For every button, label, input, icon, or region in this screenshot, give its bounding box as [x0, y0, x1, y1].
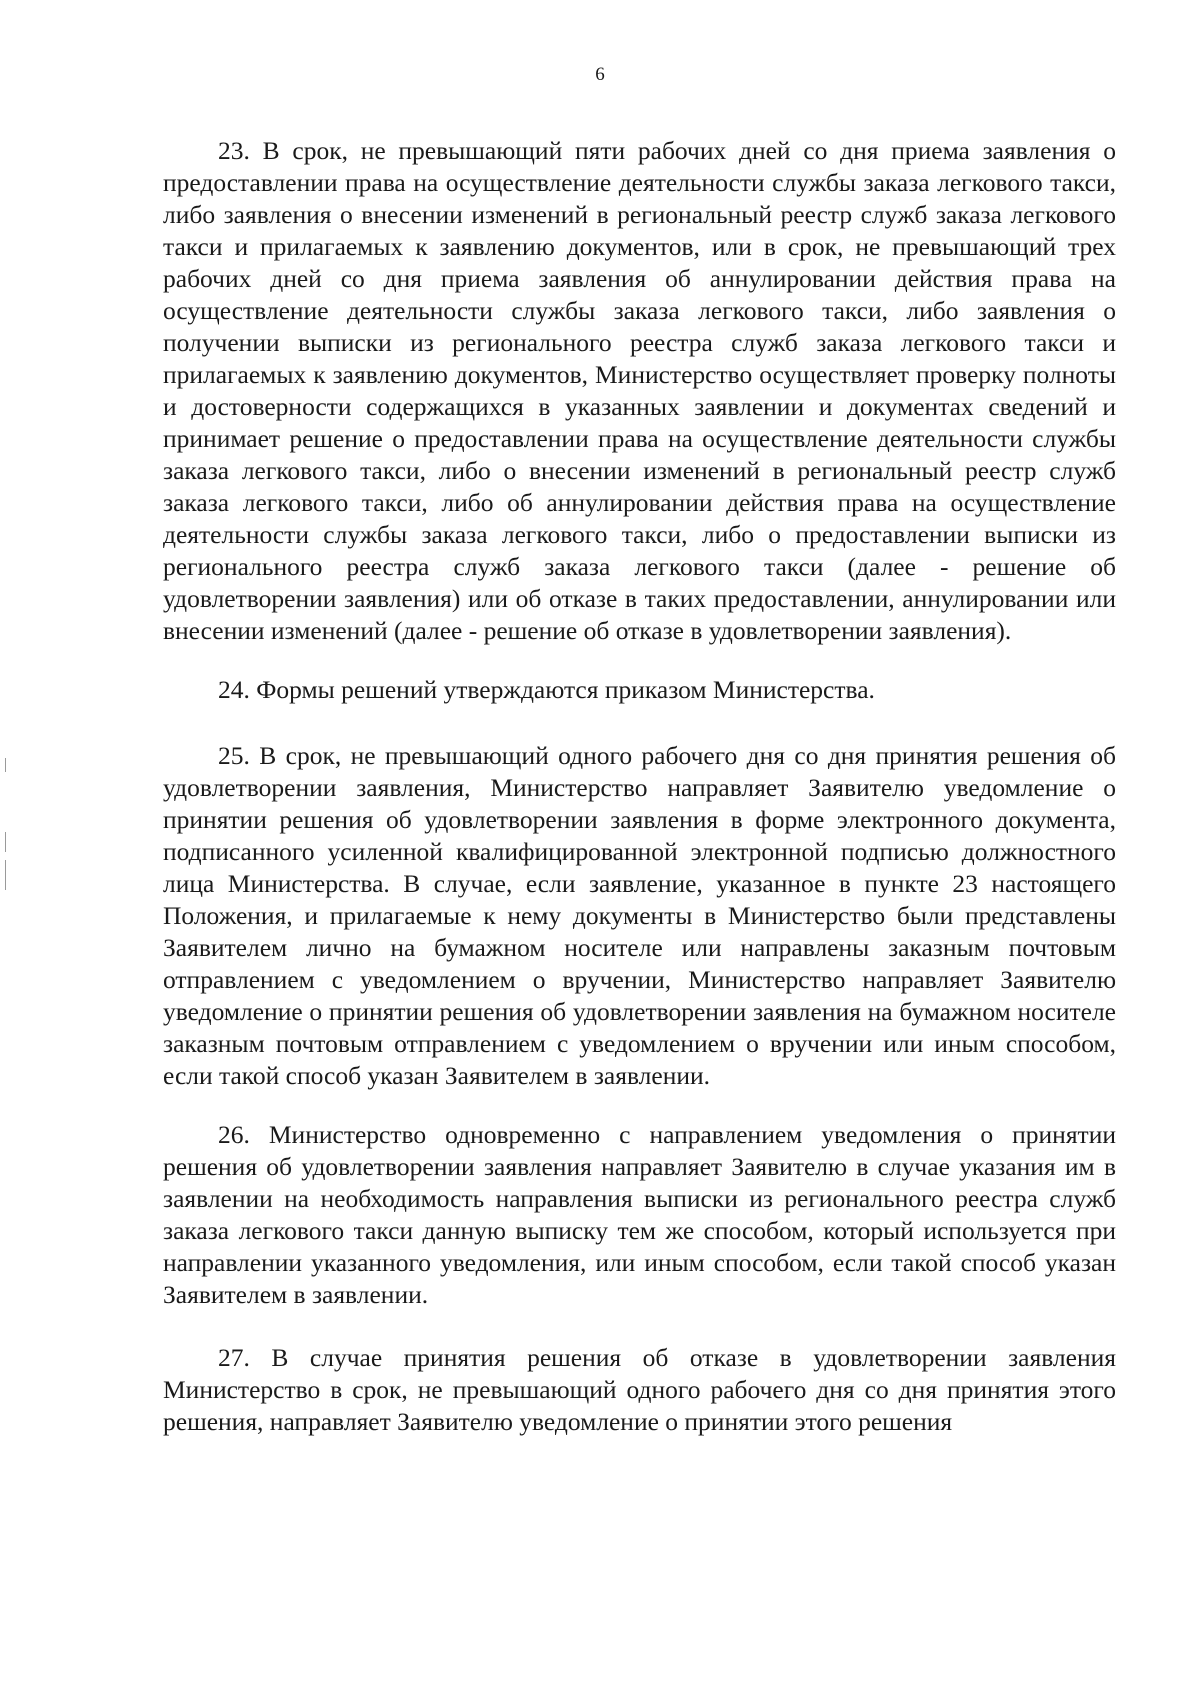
paragraph-24: 24. Формы решений утверждаются приказом Министерства.	[218, 675, 875, 704]
document-body	[163, 135, 1116, 1438]
paragraph-27: 27. В случае принятия решения об отказе в удовлетворении заявления Министерство в срок, не превышающий одного рабочего дня со дня принятия этого решения, направляет Заявителю уведомление о принятии этого решения	[163, 1343, 1116, 1436]
paragraph-26: 26. Министерство одновременно с направлением уведомления о принятии решения об удовлетворении заявления направляет Заявителю в случае указания им в заявлении на необходимость направления выписки из регионального реестра служб заказа легкового такси данную выписку тем же способом, который используется при направлении указанного уведомления, или иным способом, если такой способ указан Заявителем в заявлении.	[163, 1120, 1116, 1309]
scan-margin-mark	[5, 832, 6, 852]
scan-margin-mark	[5, 860, 6, 890]
paragraph-25: 25. В срок, не превышающий одного рабочего дня со дня принятия решения об удовлетворении заявления, Министерство направляет Заявителю уведомление о принятии решения об удовлетворении заявления в форме электронного документа, подписанного усиленной квалифицированной электронной подписью должностного лица Министерства. В случае, если заявление, указанное в пункте 23 настоящего Положения, и прилагаемые к нему документы в Министерство были представлены Заявителем лично на бумажном носителе или направлены заказным почтовым отправлением с уведомлением о вручении, Министерство направляет Заявителю уведомление о принятии решения об удовлетворении заявления на бумажном носителе заказным почтовым отправлением с уведомлением о вручении или иным способом, если такой способ указан Заявителем в заявлении.	[163, 741, 1116, 1090]
page-number: 6	[595, 64, 605, 85]
scan-margin-mark	[5, 758, 6, 772]
paragraph-23: 23. В срок, не превышающий пяти рабочих дней со дня приема заявления о предоставлении права на осуществление деятельности службы заказа легкового такси, либо заявления о внесении изменений в региональный реестр служб заказа легкового такси и прилагаемых к заявлению документов, или в срок, не превышающий трех рабочих дней со дня приема заявления об аннулировании действия права на осуществление деятельности службы заказа легкового такси, либо заявления о получении выписки из регионального реестра служб заказа легкового такси и прилагаемых к заявлению документов, Министерство осуществляет проверку полноты и достоверности содержащихся в указанных заявлении и документах сведений и принимает решение о предоставлении права на осуществление деятельности службы заказа легкового такси, либо о внесении изменений в региональный реестр служб заказа легкового такси, либо об аннулировании действия права на осуществление деятельности службы заказа легкового такси, либо о предоставлении выписки из регионального реестра служб заказа легкового такси (далее - решение об удовлетворении заявления) или об отказе в таких предоставлении, аннулировании или внесении изменений (далее - решение об отказе в удовлетворении заявления).	[163, 136, 1116, 645]
